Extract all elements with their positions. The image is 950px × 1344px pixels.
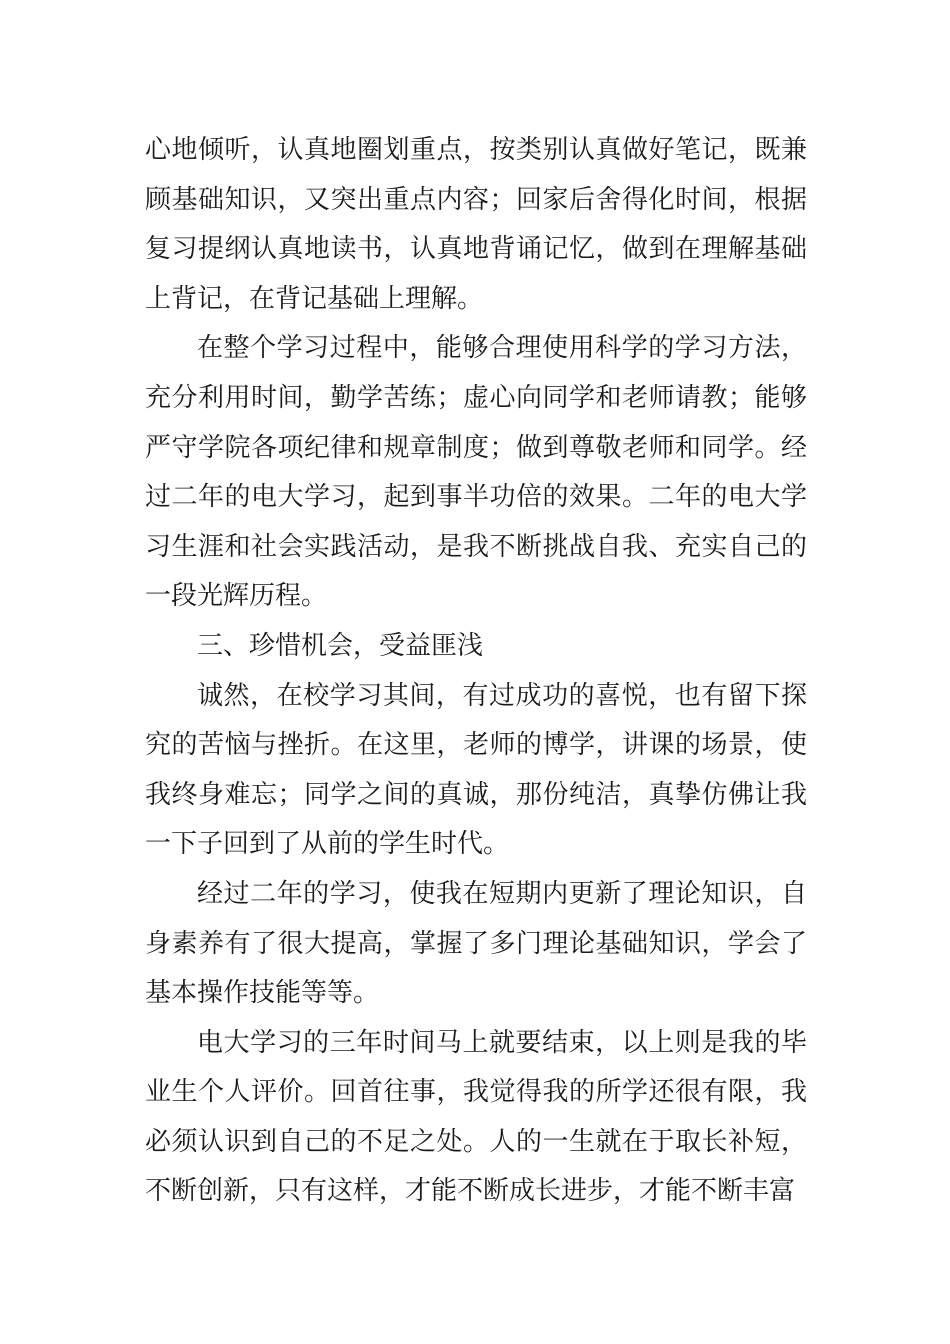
paragraph-school-experience: 诚然，在校学习其间，有过成功的喜悦，也有留下探究的苦恼与挫折。在这里，老师的博学，讲课的场景，使我终身难忘；同学之间的真诚，那份纯洁，真挚仿佛让我一下子回到了从前的学生时代。 (145, 680, 807, 860)
paragraph-knowledge-gain: 经过二年的学习，使我在短期内更新了理论知识，自身素养有了很大提高，掌握了多门理论基础知识，学会了基本操作技能等等。 (145, 878, 807, 1009)
document-body (145, 126, 807, 1217)
paragraph-continuation: 心地倾听，认真地圈划重点，按类别认真做好笔记，既兼顾基础知识，又突出重点内容；回家后舍得化时间，根据复习提纲认真地读书，认真地背诵记忆，做到在理解基础上背记，在背记基础上理解。 (145, 135, 807, 314)
paragraph-self-evaluation: 电大学习的三年时间马上就要结束，以上则是我的毕业生个人评价。回首往事，我觉得我的所学还很有限，我必须认识到自己的不足之处。人的一生就在于取长补短，不断创新，只有这样，才能不断成长进步，才能不断丰富 (145, 1027, 807, 1207)
paragraph-study-process: 在整个学习过程中，能够合理使用科学的学习方法，充分利用时间，勤学苦练；虚心向同学和老师请教；能够严守学院各项纪律和规章制度；做到尊敬老师和同学。经过二年的电大学习，起到事半功倍的效果。二年的电大学习生涯和社会实践活动，是我不断挑战自我、充实自己的一段光辉历程。 (145, 333, 807, 612)
section-heading-three: 三、珍惜机会，受益匪浅 (197, 630, 484, 661)
